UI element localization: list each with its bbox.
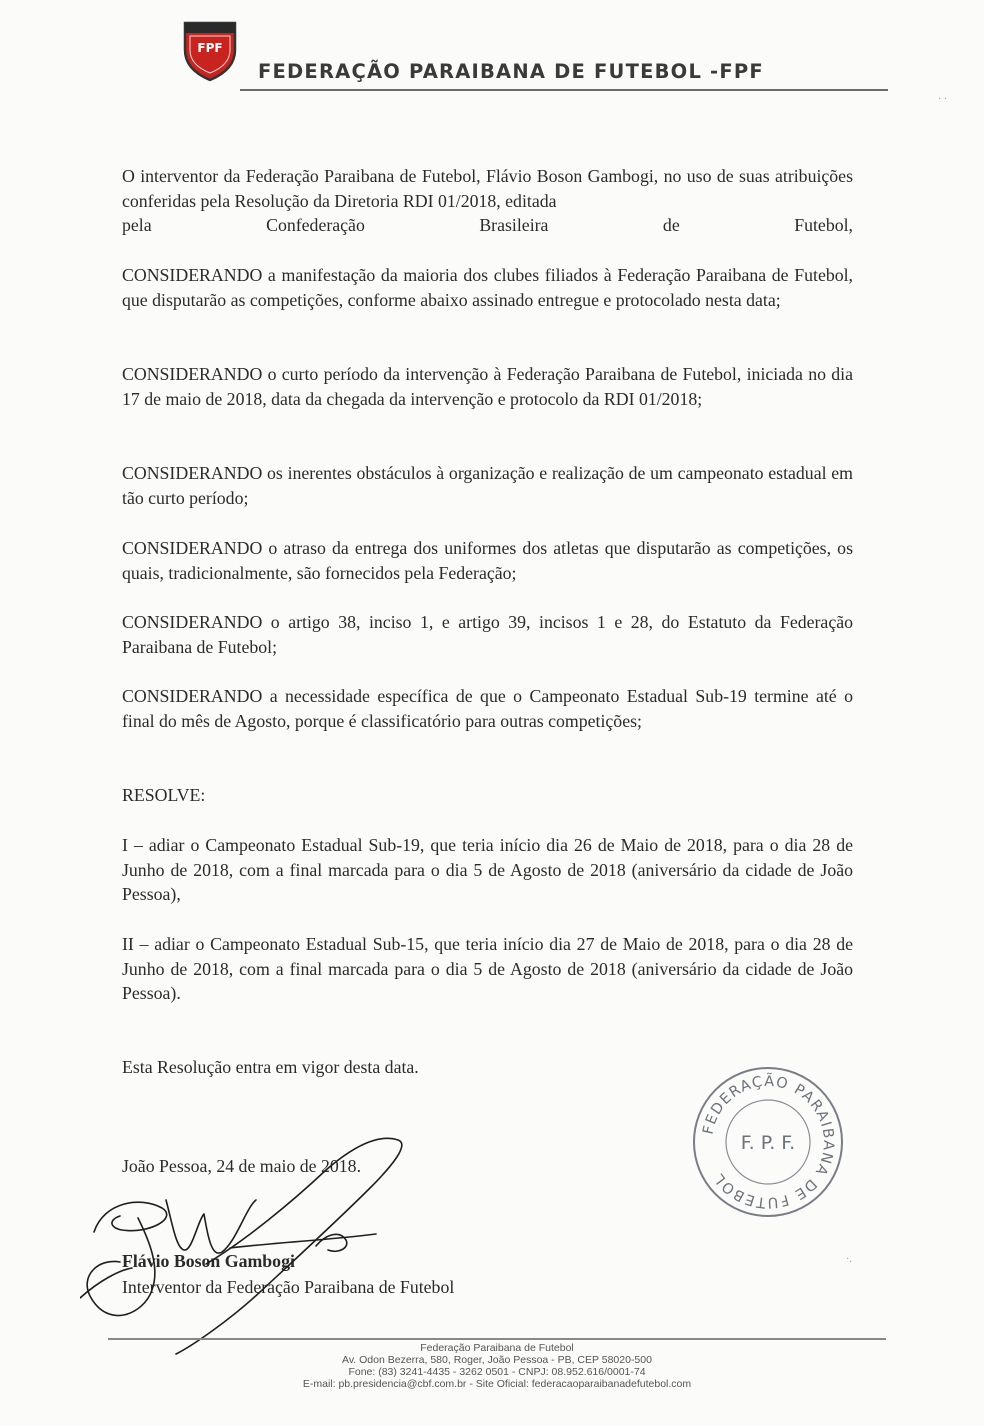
stamp-center-text: F. P. F. — [740, 1132, 796, 1154]
signer-role: Interventor da Federação Paraibana de Futebol — [122, 1277, 455, 1297]
considerando-paragraph-1: CONSIDERANDO a manifestação da maioria dos clubes filiados à Federação Paraibana de Futebol, que disputarão as competições, conforme abaixo assinado entregue e protocolado nesta data; — [122, 265, 853, 310]
intro-text-line-2: pela Confederação Brasileira de Futebol, — [122, 215, 853, 236]
signer-name: Flávio Boson Gambogi — [122, 1251, 295, 1271]
effective-statement: Esta Resolução entra em vigor desta data. — [122, 1057, 419, 1077]
considerando-paragraph-4: CONSIDERANDO o atraso da entrega dos uniformes dos atletas que disputarão as competições, os quais, tradicionalmente, são fornecidos pela Federação; — [122, 538, 853, 583]
footer-divider — [108, 1338, 886, 1340]
scan-speck: · · — [938, 94, 948, 105]
organization-title: FEDERAÇÃO PARAIBANA DE FUTEBOL -FPF — [258, 60, 764, 83]
shield-logo-icon — [182, 20, 238, 82]
logo-text: FPF — [197, 41, 223, 55]
stamp-ring-text: FEDERAÇÃO PARAIBANA DE FUTEBOL — [700, 1073, 837, 1211]
stamp-seal-icon — [688, 1062, 848, 1222]
place-and-date: João Pessoa, 24 de maio de 2018. — [122, 1156, 362, 1176]
resolve-heading: RESOLVE: — [122, 785, 206, 805]
resolution-item-2: II – adiar o Campeonato Estadual Sub-15, que teria início dia 27 de Maio de 2018, para o dia 28 de Junho de 2018, com a final marcada para o dia 5 de Agosto de 2018 (aniversário da cidade de João Pessoa). — [122, 934, 853, 1004]
header-divider — [240, 89, 888, 91]
footer-org-name: Federação Paraibana de Futebol — [420, 1342, 574, 1354]
fpf-logo — [182, 20, 238, 82]
signature-scribble-icon — [80, 1130, 440, 1360]
considerando-paragraph-3: CONSIDERANDO os inerentes obstáculos à organização e realização de um campeonato estadual em tão curto período; — [122, 463, 853, 508]
footer-address: Av. Odon Bezerra, 580, Roger, João Pessoa - PB, CEP 58020-500 — [342, 1354, 652, 1366]
intro-text-line-1: O interventor da Federação Paraibana de Futebol, Flávio Boson Gambogi, no uso de suas atribuições conferidas pela Resolução da Diretoria RDI 01/2018, editada — [122, 166, 853, 211]
intro-paragraph — [122, 164, 853, 238]
fpf-stamp — [688, 1062, 848, 1222]
considerando-paragraph-5: CONSIDERANDO o artigo 38, inciso 1, e artigo 39, incisos 1 e 28, do Estatuto da Federação Paraibana de Futebol; — [122, 612, 853, 657]
handwritten-signature — [80, 1130, 440, 1360]
considerando-paragraph-6: CONSIDERANDO a necessidade específica de que o Campeonato Estadual Sub-19 termine até o final do mês de Agosto, porque é classificatório para outras competições; — [122, 686, 853, 731]
footer-address-block — [108, 1342, 886, 1390]
footer-email-site: E-mail: pb.presidencia@cbf.com.br - Site Oficial: federacaoparaibanadefutebol.com — [302, 1378, 692, 1390]
resolution-item-1: I – adiar o Campeonato Estadual Sub-19, que teria início dia 26 de Maio de 2018, para o dia 28 de Junho de 2018, com a final marcada para o dia 5 de Agosto de 2018 (aniversário da cidade de João Pessoa), — [122, 835, 853, 905]
considerando-paragraph-2: CONSIDERANDO o curto período da intervenção à Federação Paraibana de Futebol, iniciada no dia 17 de maio de 2018, data da chegada da intervenção e protocolo da RDI 01/2018; — [122, 364, 853, 409]
footer-phone-cnpj: Fone: (83) 3241-4435 - 3262 0501 - CNPJ: 08.952.616/0001-74 — [348, 1366, 646, 1378]
scan-speck: ·. — [846, 1254, 852, 1265]
